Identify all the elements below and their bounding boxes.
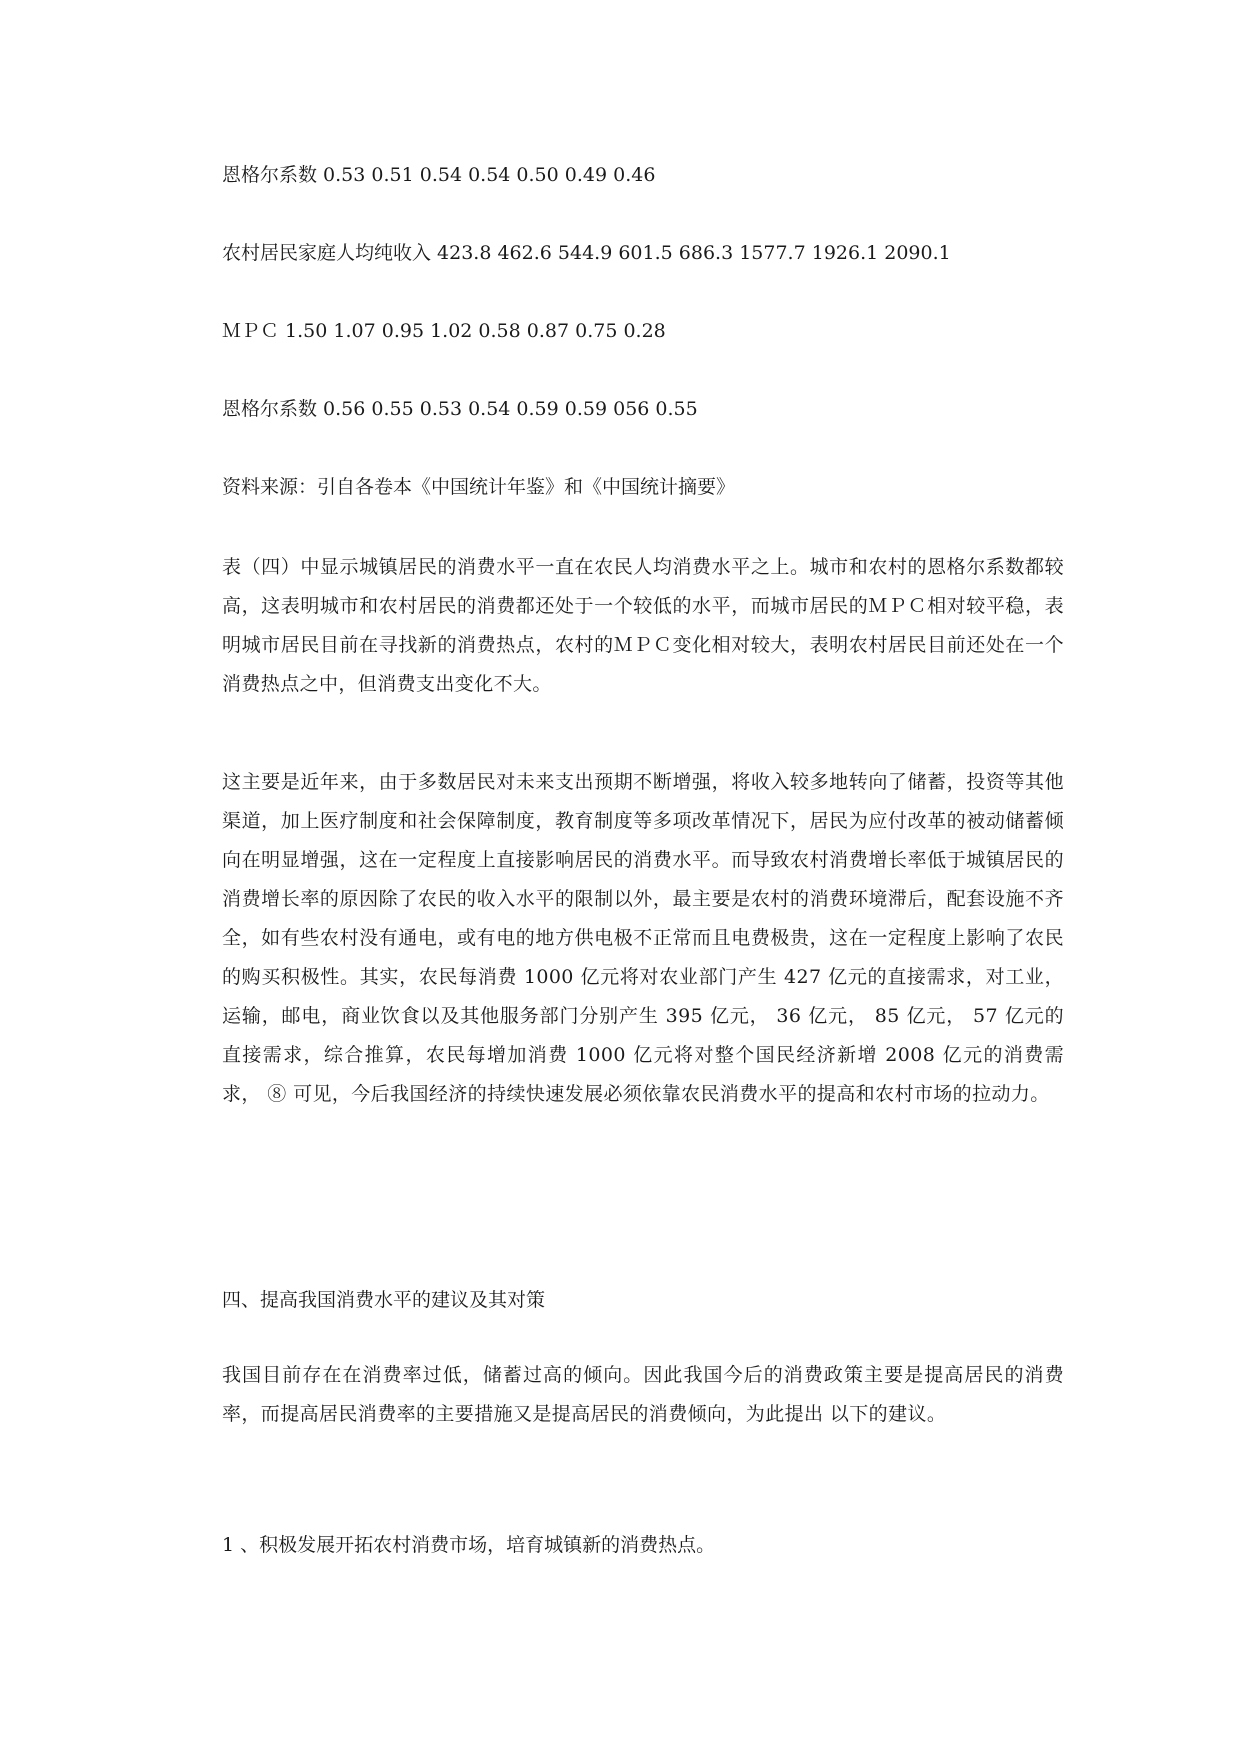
rural-income-line: 农村居民家庭人均纯收入 423.8 462.6 544.9 601.5 686.3 1577.7 1926.1 2090.1 [222,242,951,264]
paragraph-savings-analysis: 这主要是近年来，由于多数居民对未来支出预期不断增强，将收入较多地转向了储蓄，投资等其他渠道，加上医疗制度和社会保障制度，教育制度等多项改革情况下，居民为应付改革的被动储蓄倾向在明显增强，这在一定程度上直接影响居民的消费水平。而导致农村消费增长率低于城镇居民的消费增长率的原因除了农民的收入水平的限制以外，最主要是农村的消费环境滞后，配套设施不齐全，如有些农村没有通电，或有电的地方供电极不正常而且电费极贵，这在一定程度上影响了农民的购买积极性。其实，农民每消费 1000 亿元将对农业部门产生 427 亿元的直接需求，对工业，运输，邮电，商业饮食以及其他服务部门分别产生 395 亿元， 36 亿元， 85 亿元， 57 亿元的直接需求，综合推算，农民每增加消费 1000 亿元将对整个国民经济新增 2008 亿元的消费需求， ⑧ 可见，今后我国经济的持续快速发展必须依靠农民消费水平的提高和农村市场的拉动力。 [222,771,1064,1105]
paragraph-consumption-policy: 我国目前存在在消费率过低，储蓄过高的倾向。因此我国今后的消费政策主要是提高居民的消费率，而提高居民消费率的主要措施又是提高居民的消费倾向，为此提出 以下的建议。 [222,1364,1064,1425]
data-source-line: 资料来源：引自各卷本《中国统计年鉴》和《中国统计摘要》 [222,476,736,498]
engel-coefficient-rural-line: 恩格尔系数 0.56 0.55 0.53 0.54 0.59 0.59 056 0.55 [222,398,698,420]
section-heading: 四、提高我国消费水平的建议及其对策 [222,1289,546,1311]
engel-coefficient-urban-line: 恩格尔系数 0.53 0.51 0.54 0.54 0.50 0.49 0.46 [222,164,656,186]
paragraph-table-analysis: 表（四）中显示城镇居民的消费水平一直在农民人均消费水平之上。城市和农村的恩格尔系数都较高，这表明城市和农村居民的消费都还处于一个较低的水平，而城市居民的ＭＰＣ相对较平稳，表明城市居民目前在寻找新的消费热点，农村的ＭＰＣ变化相对较大，表明农村居民目前还处在一个消费热点之中，但消费支出变化不大。 [222,556,1064,695]
list-item-1: 1 、积极发展开拓农村消费市场，培育城镇新的消费热点。 [222,1534,716,1556]
mpc-line: ＭＰＣ 1.50 1.07 0.95 1.02 0.58 0.87 0.75 0.28 [222,320,666,342]
